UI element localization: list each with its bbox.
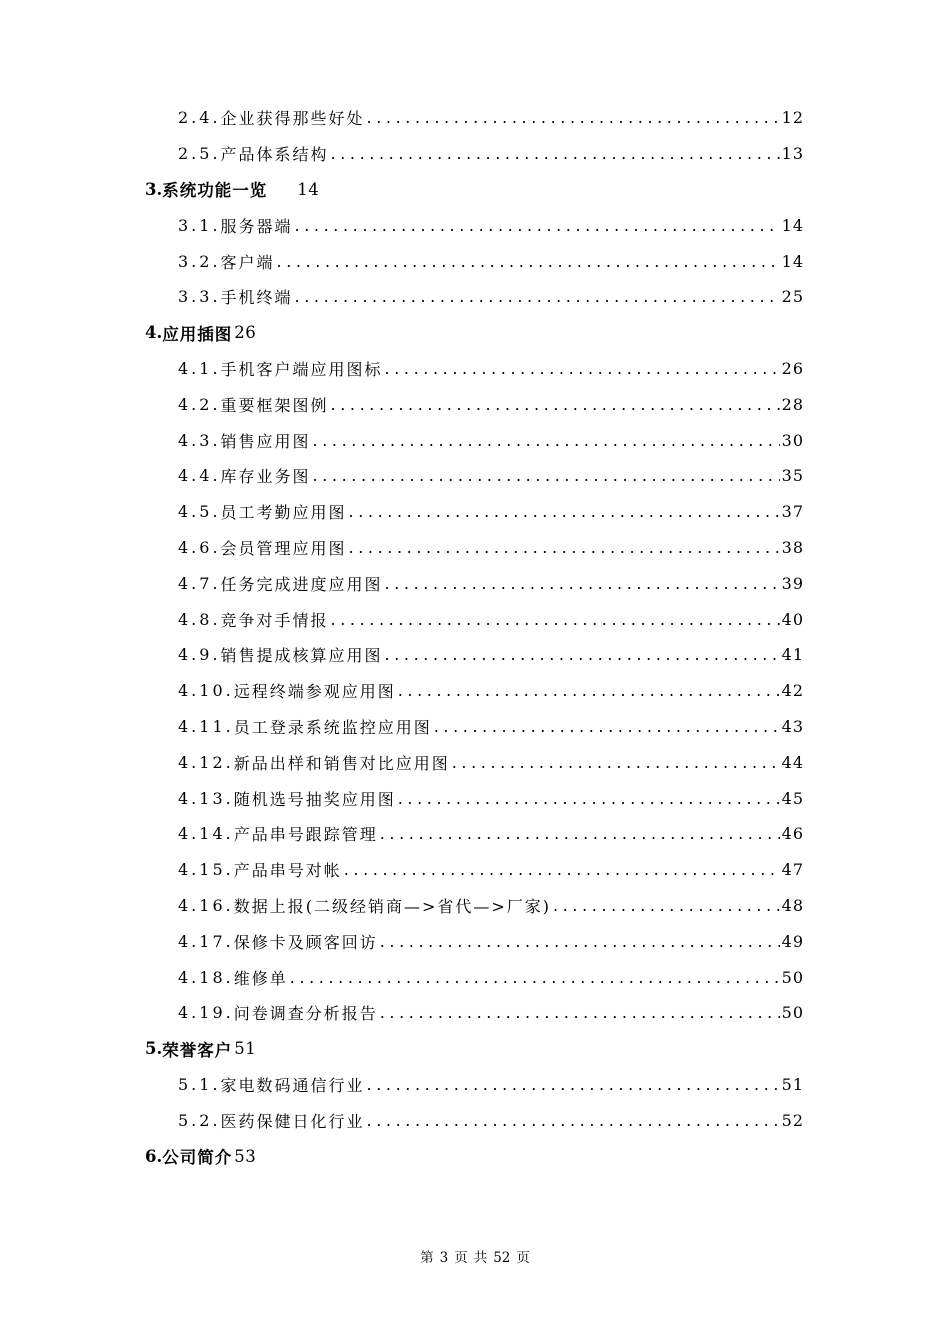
toc-entry-page-number: 14 [781, 251, 804, 271]
toc-entry-page-number: 14 [297, 179, 320, 199]
toc-dot-leader [295, 287, 780, 306]
footer-current-page: 3 [439, 1250, 449, 1266]
toc-entry-title: 销售提成核算应用图 [220, 646, 383, 666]
toc-section-entry[interactable] [0, 959, 804, 995]
toc-entry-number: 4.10. [178, 681, 234, 701]
toc-section-entry[interactable] [0, 852, 804, 888]
toc-entry-title: 数据上报(二级经销商—>省代—>厂家) [233, 896, 552, 916]
toc-entry-number: 4.16. [178, 895, 234, 915]
toc-dot-leader [367, 1075, 780, 1094]
toc-entry-title: 荣誉客户 [162, 1040, 233, 1060]
toc-section-entry[interactable] [0, 923, 804, 959]
toc-entry-number: 4.12. [178, 752, 234, 772]
toc-entry-number: 4. [145, 323, 163, 343]
toc-entry-page-number: 51 [781, 1074, 804, 1094]
toc-dot-leader [331, 610, 780, 629]
toc-section-entry[interactable] [0, 888, 804, 924]
toc-section-entry[interactable] [0, 386, 804, 422]
toc-dot-leader [331, 395, 780, 414]
toc-entry-page-number: 30 [781, 430, 804, 450]
toc-entry-page-number: 49 [781, 931, 804, 951]
toc-entry-title: 远程终端参观应用图 [233, 682, 396, 702]
toc-dot-leader [331, 144, 780, 163]
page-footer [0, 1246, 950, 1266]
toc-chapter-entry[interactable] [0, 1031, 950, 1067]
toc-entry-page-number: 47 [781, 860, 804, 880]
toc-dot-leader [452, 753, 780, 772]
toc-entry-number: 4.9. [178, 645, 221, 665]
toc-dot-leader [367, 108, 780, 127]
toc-entry-number: 4.13. [178, 788, 234, 808]
toc-section-entry[interactable] [0, 207, 804, 243]
toc-dot-leader [398, 681, 780, 700]
toc-entry-page-number: 35 [781, 466, 804, 486]
toc-entry-page-number: 12 [781, 108, 804, 128]
toc-entry-number: 3.1. [178, 215, 221, 235]
toc-entry-title: 产品串号跟踪管理 [233, 825, 378, 845]
toc-entry-page-number: 45 [781, 788, 804, 808]
footer-total-word: 共 [473, 1250, 488, 1266]
toc-section-entry[interactable] [0, 1067, 804, 1103]
toc-entry-title: 随机选号抽奖应用图 [233, 789, 396, 809]
toc-section-entry[interactable] [0, 243, 804, 279]
toc-dot-leader [313, 466, 780, 485]
toc-entry-page-number: 13 [781, 144, 804, 164]
toc-section-entry[interactable] [0, 351, 804, 387]
toc-entry-page-number: 14 [781, 215, 804, 235]
toc-dot-leader [380, 824, 780, 843]
toc-entry-number: 6. [145, 1146, 163, 1166]
toc-entry-number: 5.2. [178, 1110, 221, 1130]
toc-entry-page-number: 39 [781, 573, 804, 593]
toc-section-entry[interactable] [0, 744, 804, 780]
toc-entry-title: 员工登录系统监控应用图 [233, 717, 432, 737]
toc-entry-number: 3. [145, 179, 163, 199]
toc-section-entry[interactable] [0, 458, 804, 494]
toc-section-entry[interactable] [0, 422, 804, 458]
toc-section-entry[interactable] [0, 995, 804, 1031]
toc-entry-page-number: 37 [781, 502, 804, 522]
toc-section-entry[interactable] [0, 100, 804, 136]
toc-dot-leader [553, 896, 780, 915]
toc-entry-title: 客户端 [220, 252, 275, 272]
toc-entry-page-number: 41 [781, 645, 804, 665]
toc-entry-title: 保修卡及顾客回访 [233, 932, 378, 952]
toc-dot-leader [434, 717, 780, 736]
footer-page-word: 页 [454, 1250, 468, 1266]
toc-entry-title: 库存业务图 [220, 467, 311, 487]
toc-entry-number: 4.19. [178, 1003, 234, 1023]
toc-entry-title: 会员管理应用图 [220, 538, 347, 558]
footer-total-pages: 52 [493, 1250, 511, 1266]
toc-section-entry[interactable] [0, 279, 804, 315]
toc-entry-number: 5. [145, 1039, 163, 1059]
toc-entry-page-number: 48 [781, 895, 804, 915]
toc-entry-number: 5.1. [178, 1074, 221, 1094]
toc-entry-title: 任务完成进度应用图 [220, 574, 383, 594]
toc-entry-page-number: 44 [781, 752, 804, 772]
toc-entry-title: 员工考勤应用图 [220, 503, 347, 523]
toc-entry-number: 4.1. [178, 358, 221, 378]
toc-entry-title: 重要框架图例 [220, 395, 329, 415]
toc-entry-title: 服务器端 [220, 216, 293, 236]
toc-dot-leader [295, 216, 780, 235]
toc-dot-leader [385, 359, 780, 378]
toc-entry-number: 4.5. [178, 502, 221, 522]
toc-entry-title: 企业获得那些好处 [220, 109, 365, 129]
toc-entry-page-number: 52 [781, 1110, 804, 1130]
toc-entry-number: 4.7. [178, 573, 221, 593]
toc-entry-title: 系统功能一览 [162, 181, 268, 201]
toc-section-entry[interactable] [0, 601, 804, 637]
toc-dot-leader [385, 645, 780, 664]
toc-entry-page-number: 50 [781, 1003, 804, 1023]
toc-entry-title: 产品串号对帐 [233, 861, 342, 881]
footer-suffix: 页 [516, 1250, 530, 1266]
toc-entry-number: 4.3. [178, 430, 221, 450]
toc-entry-number: 4.17. [178, 931, 234, 951]
toc-entry-title: 公司简介 [162, 1148, 233, 1167]
toc-entry-title: 销售应用图 [220, 431, 311, 451]
toc-section-entry[interactable] [0, 780, 804, 816]
toc-entry-number: 2.4. [178, 108, 221, 128]
toc-section-entry[interactable] [0, 816, 804, 852]
toc-entry-number: 4.2. [178, 394, 221, 414]
toc-section-entry[interactable] [0, 494, 804, 530]
toc-dot-leader [398, 789, 780, 808]
toc-entry-number: 4.18. [178, 967, 234, 987]
toc-entry-page-number: 38 [781, 537, 804, 557]
toc-entry-page-number: 53 [234, 1146, 257, 1166]
toc-entry-title: 医药保健日化行业 [220, 1111, 365, 1131]
toc-section-entry[interactable] [0, 709, 804, 745]
toc-entry-number: 4.11. [178, 716, 234, 736]
toc-dot-leader [380, 1003, 780, 1022]
toc-entry-title: 问卷调查分析报告 [233, 1004, 378, 1024]
toc-entry-number: 2.5. [178, 144, 221, 164]
toc-chapter-entry[interactable] [0, 315, 950, 351]
toc-entry-number: 4.6. [178, 537, 221, 557]
toc-dot-leader [349, 538, 780, 557]
toc-dot-leader [313, 431, 780, 450]
toc-dot-leader [290, 968, 780, 987]
toc-dot-leader [344, 860, 780, 879]
toc-entry-number: 4.8. [178, 609, 221, 629]
toc-entry-page-number: 25 [781, 287, 804, 307]
toc-entry-page-number: 42 [781, 681, 804, 701]
toc-entry-number: 3.3. [178, 287, 221, 307]
toc-entry-number: 4.4. [178, 466, 221, 486]
footer-prefix: 第 [420, 1250, 434, 1266]
toc-dot-leader [277, 252, 780, 271]
toc-entry-title: 维修单 [233, 968, 288, 988]
toc-entry-page-number: 43 [781, 716, 804, 736]
toc-entry-title: 应用插图 [162, 324, 233, 344]
toc-section-entry[interactable] [0, 530, 804, 566]
toc-entry-title: 家电数码通信行业 [220, 1075, 365, 1095]
toc-entry-page-number: 26 [781, 358, 804, 378]
toc-section-entry[interactable] [0, 637, 804, 673]
toc-dot-leader [367, 1111, 780, 1130]
toc-dot-leader [349, 502, 780, 521]
toc-chapter-entry[interactable] [0, 172, 950, 208]
toc-entry-page-number: 51 [234, 1039, 257, 1059]
toc-entry-page-number: 46 [781, 824, 804, 844]
toc-entry-title: 新品出样和销售对比应用图 [233, 753, 450, 773]
toc-entry-title: 手机客户端应用图标 [220, 359, 383, 379]
table-of-contents [0, 100, 950, 1174]
toc-section-entry[interactable] [0, 673, 804, 709]
toc-entry-number: 4.15. [178, 860, 234, 880]
toc-section-entry[interactable] [0, 565, 804, 601]
toc-section-entry[interactable] [0, 136, 804, 172]
toc-dot-leader [385, 574, 780, 593]
toc-entry-page-number: 40 [781, 609, 804, 629]
toc-entry-title: 手机终端 [220, 288, 293, 308]
toc-chapter-entry[interactable] [0, 1138, 950, 1174]
toc-entry-title: 竞争对手情报 [220, 610, 329, 630]
toc-entry-page-number: 26 [234, 323, 257, 343]
toc-entry-page-number: 28 [781, 394, 804, 414]
toc-entry-page-number: 50 [781, 967, 804, 987]
toc-section-entry[interactable] [0, 1102, 804, 1138]
toc-entry-number: 4.14. [178, 824, 234, 844]
toc-entry-number: 3.2. [178, 251, 221, 271]
toc-entry-title: 产品体系结构 [220, 145, 329, 165]
toc-dot-leader [380, 932, 780, 951]
